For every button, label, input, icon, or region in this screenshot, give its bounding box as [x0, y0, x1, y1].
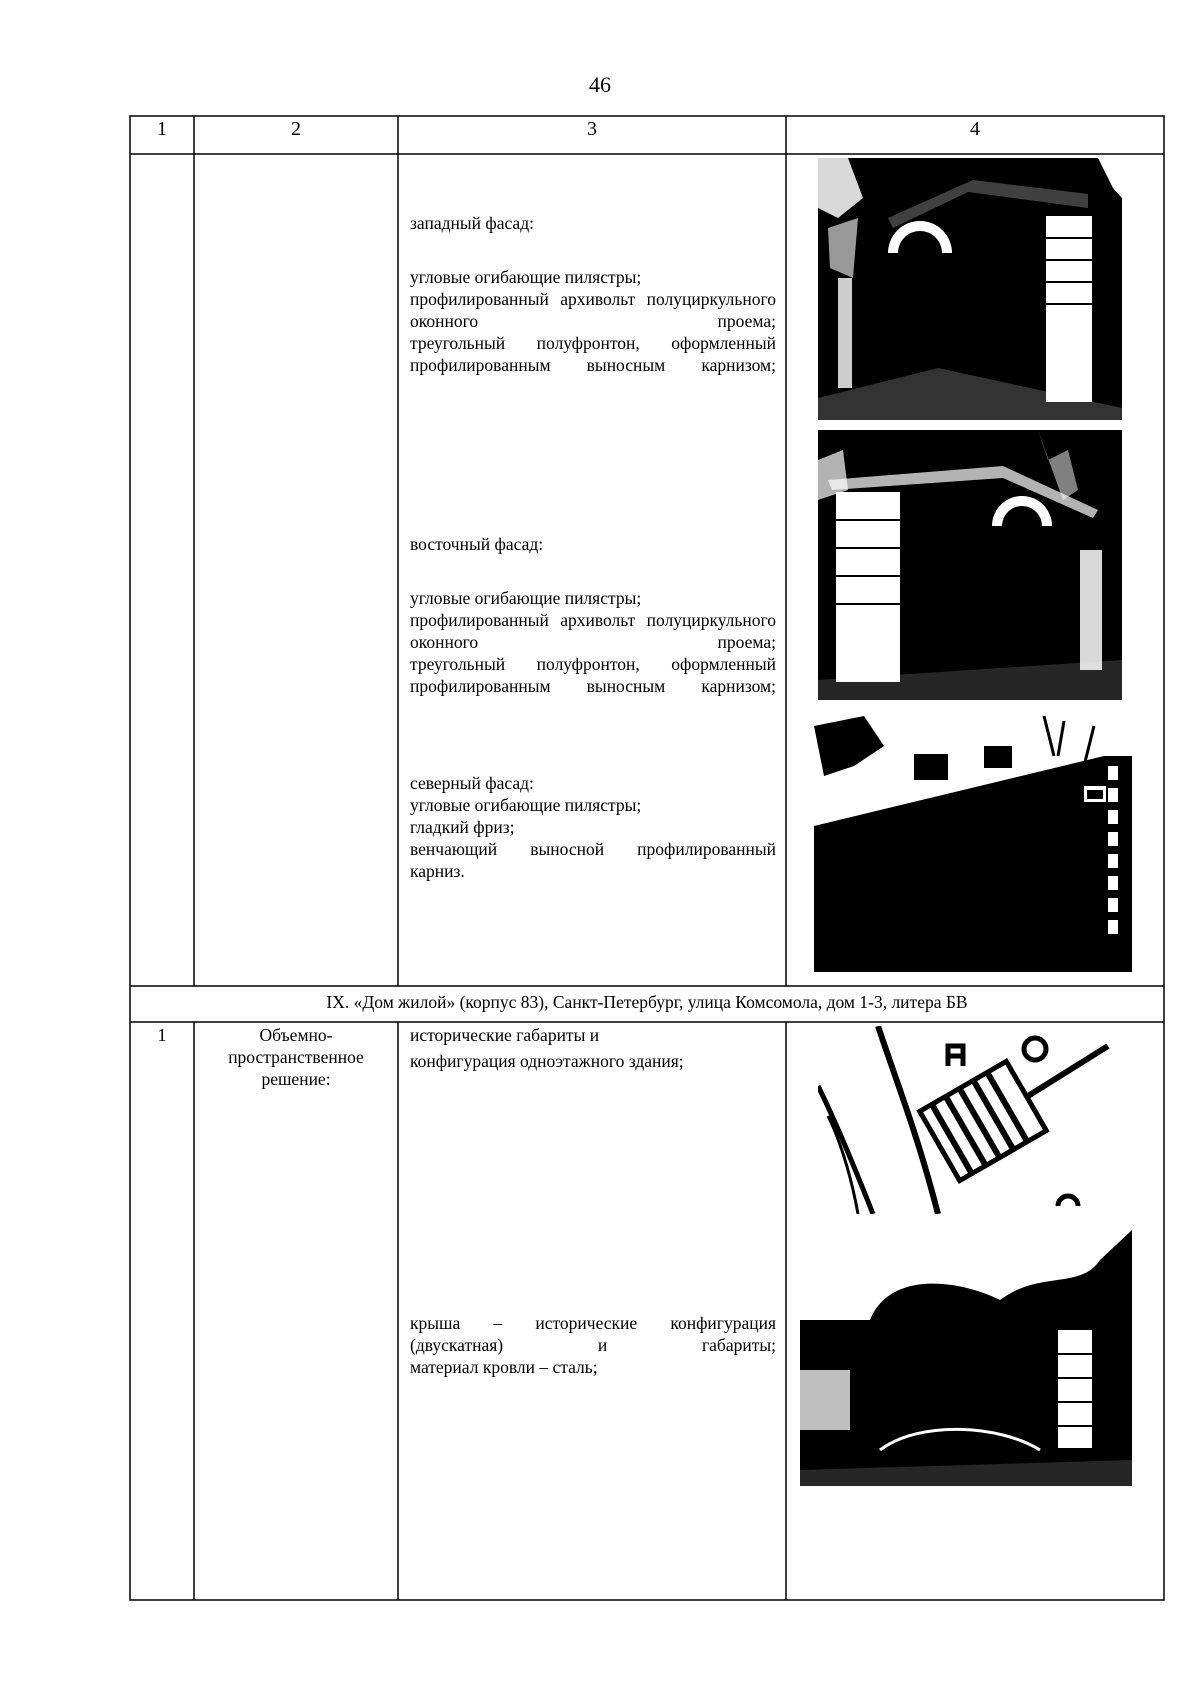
west-facade-item-2: профилированный архивольт полуциркульного оконного проема;	[410, 289, 776, 331]
north-facade-item-2: гладкий фриз;	[410, 817, 515, 837]
north-facade-item-1: угловые огибающие пилястры;	[410, 795, 642, 815]
west-facade-item-3: треугольный полуфронтон, оформленный профилированным выносным карнизом;	[410, 333, 776, 375]
row-subject: Объемно-пространственное решение:	[228, 1025, 364, 1089]
page-number: 46	[589, 72, 611, 97]
north-facade-photo	[814, 716, 1132, 972]
north-facade-item-3: венчающий выносной профилированный карниз.	[410, 839, 776, 881]
header-col-3: 3	[587, 118, 597, 140]
row-item-a-1: исторические габариты и	[410, 1025, 600, 1045]
row-item-a-2: конфигурация одноэтажного здания;	[410, 1051, 684, 1071]
header-col-1: 1	[157, 118, 167, 140]
east-facade-photo	[818, 430, 1122, 700]
west-facade-item-1: угловые огибающие пилястры;	[410, 267, 642, 287]
row-item-b-1: крыша – исторические конфигурация (двускатная) и габариты;	[410, 1313, 776, 1355]
header-col-2: 2	[291, 118, 301, 140]
header-col-4: 4	[970, 118, 980, 140]
east-facade-item-1: угловые огибающие пилястры;	[410, 588, 642, 608]
west-facade-photo	[818, 158, 1122, 420]
east-facade-title: восточный фасад:	[410, 534, 544, 554]
building-roof-photo	[800, 1230, 1132, 1486]
site-plan-image	[818, 1026, 1122, 1214]
east-facade-item-3: треугольный полуфронтон, оформленный профилированным выносным карнизом;	[410, 654, 776, 696]
section-title: IX. «Дом жилой» (корпус 83), Санкт-Петербург, улица Комсомола, дом 1-3, литера БВ	[326, 992, 968, 1012]
west-facade-title: западный фасад:	[410, 213, 534, 233]
east-facade-item-2: профилированный архивольт полуциркульного оконного проема;	[410, 610, 776, 652]
north-facade-title: северный фасад:	[410, 773, 534, 793]
row-item-b-2: материал кровли – сталь;	[410, 1357, 598, 1377]
row-number: 1	[157, 1025, 167, 1045]
